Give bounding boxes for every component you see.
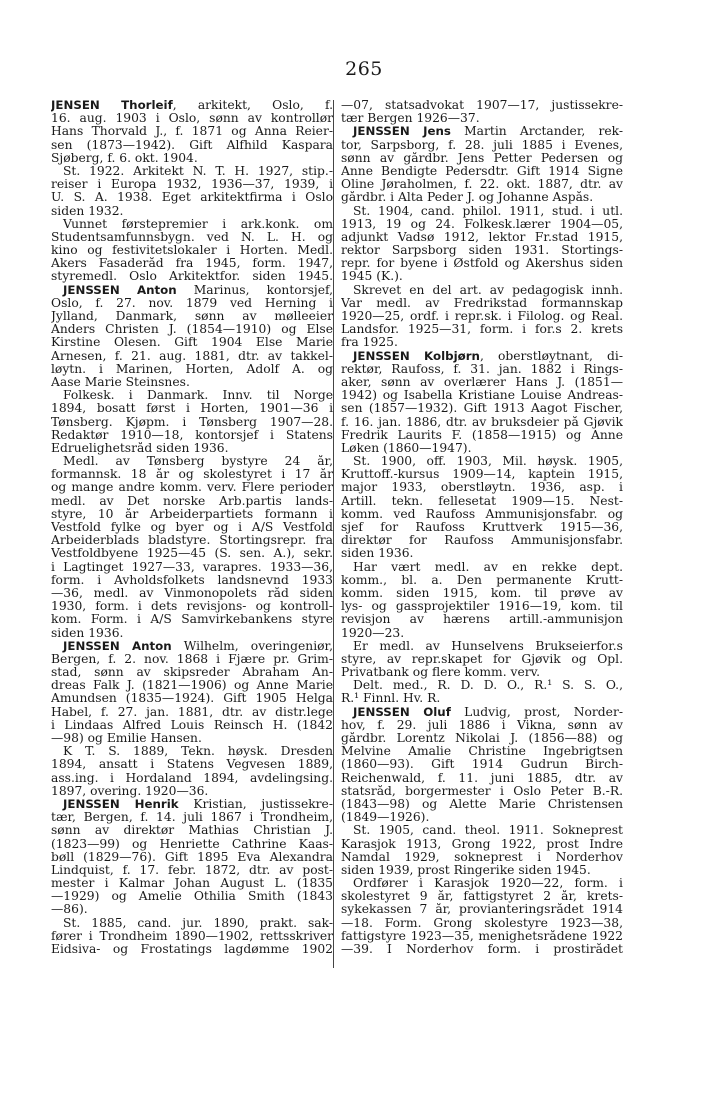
text-line: bøll (1829—76). Gift 1895 Eva Alexandra: [51, 850, 333, 864]
text-line: Habel, f. 27. jan. 1881, dtr. av distr.lege: [51, 705, 333, 719]
text-line: (1843—98) og Alette Marie Christensen: [341, 797, 623, 811]
text-line: adjunkt Vadsø 1912, lektor Fr.stad 1915,: [341, 230, 623, 244]
text-line: fattigstyre 1923—35, menighetsrådene 1922: [341, 929, 623, 943]
text-line: og mange andre komm. verv. Flere perioder: [51, 481, 333, 495]
text-line: lys- og gassprojektiler 1916—19, kom. til: [341, 600, 623, 614]
text-line: i Lindaas Alfred Louis Reinsch H. (1842: [51, 718, 333, 732]
left-column: [51, 99, 333, 956]
text-line: rektor Sarpsborg siden 1931. Stortings-: [341, 244, 623, 258]
text-line: Redaktør 1910—18, kontorsjef i Statens: [51, 428, 333, 442]
text-line: Er medl. av Hunselvens Brukseierfor.s: [353, 639, 623, 653]
text-line: Sjøberg, f. 6. okt. 1904.: [51, 151, 198, 165]
text-line: JENSSEN Anton Marinus, kontorsjef,: [63, 283, 333, 297]
text-line: f. 16. jan. 1886, dtr. av bruksdeier på Gjøvik: [341, 415, 623, 429]
text-line: Namdal 1929, sokneprest i Norderhov: [341, 850, 623, 864]
text-line: 1945 (K.).: [341, 270, 403, 284]
text-line: sjef for Raufoss Kruttverk 1915—36,: [341, 521, 623, 534]
text-line: St. 1900, off. 1903, Mil. høysk. 1905,: [353, 455, 623, 469]
text-line: JENSSEN Oluf Ludvig, prost, Norder-: [353, 705, 623, 719]
text-line: Artill. tekn. fellesetat 1909—15. Nest-: [341, 494, 623, 508]
text-line: Jylland, Danmark, sønn av mølleeier: [51, 310, 333, 323]
text-line: Aase Marie Steinsnes.: [51, 375, 190, 389]
text-line: tær Bergen 1926—37.: [341, 112, 480, 126]
text-line: (1860—93). Gift 1914 Gudrun Birch-: [341, 758, 623, 772]
text-line: medl. av Det norske Arb.partis lands-: [51, 494, 333, 508]
text-line: St. 1905, cand. theol. 1911. Sokneprest: [353, 824, 623, 838]
text-line: siden 1939, prost Ringerike siden 1945.: [341, 863, 591, 877]
text-line: 1920—23.: [341, 626, 405, 640]
text-line: Var medl. av Fredrikstad formannskap: [341, 296, 623, 310]
text-line: 1942) og Isabella Kristiane Louise Andreas-: [341, 389, 623, 403]
text-line: skolestyret 9 år, fattigstyret 2 år, krets-: [341, 890, 623, 904]
text-line: 1920—25, ordf. i repr.sk. i Filolog. og Real.: [341, 310, 623, 323]
text-line: Skrevet en del art. av pedagogisk innh.: [353, 283, 623, 297]
text-line: —98) og Emilie Hansen.: [51, 732, 202, 745]
text-line: Karasjok 1913, Grong 1922, prost Indre: [341, 837, 623, 851]
text-line: gårdbr. i Alta Peder J. og Johanne Aspås.: [341, 191, 594, 205]
text-line: Kirstine Olesen. Gift 1904 Else Marie: [51, 336, 333, 350]
text-line: JENSSEN Henrik Kristian, justissekre-: [63, 797, 333, 811]
text-line: Tønsberg. Kjøpm. i Tønsberg 1907—28.: [51, 415, 333, 429]
text-line: hov, f. 29. juli 1886 i Vikna, sønn av: [341, 718, 623, 732]
entry-name: JENSSEN Henrik: [63, 797, 179, 811]
entry-name: JENSEN Thorleif: [51, 99, 173, 112]
text-line: 1913, 19 og 24. Folkesk.lærer 1904—05,: [341, 217, 623, 231]
text-line: Lindquist, f. 17. febr. 1872, dtr. av post-: [51, 863, 333, 877]
text-line: i Lagtinget 1927—33, varapres. 1933—36,: [51, 560, 333, 574]
text-line: løytn. i Marinen, Horten, Adolf A. og: [51, 362, 333, 376]
text-line: Privatbank og flere komm. verv.: [341, 666, 541, 680]
text-line: sønn av direktør Mathias Christian J.: [51, 824, 333, 838]
entry-name: JENSSEN Oluf: [353, 705, 451, 719]
text-line: Hans Thorvald J., f. 1871 og Anna Reier-: [51, 125, 333, 139]
column-divider: [333, 100, 334, 968]
text-line: Anders Christen J. (1854—1910) og Else: [51, 323, 333, 337]
text-line: Folkesk. i Danmark. Innv. til Norge: [63, 389, 333, 403]
text-line: formannsk. 18 år og skolestyret i 17 år: [51, 468, 333, 482]
entry-name: JENSSEN Jens: [353, 125, 451, 139]
text-line: JENSEN Thorleif, arkitekt, Oslo, f.: [51, 99, 333, 112]
text-line: —86).: [51, 903, 88, 917]
text-line: rektør, Raufoss, f. 31. jan. 1882 i Rings-: [341, 362, 623, 376]
text-line: major 1933, oberstløytn. 1936, asp. i: [341, 481, 623, 495]
text-line: repr. for byene i Østfold og Akershus siden: [341, 257, 623, 271]
text-line: siden 1932.: [51, 204, 124, 218]
text-line: statsråd, borgermester i Oslo Peter B.-R.: [341, 784, 623, 798]
text-line: Kruttoff.-kursus 1909—14, kaptein 1915,: [341, 468, 623, 482]
page-number: 265: [345, 58, 383, 80]
text-line: Edruelighetsråd siden 1936.: [51, 441, 229, 455]
text-line: —39. I Norderhov form. i prostirådet: [341, 943, 623, 956]
text-line: Oslo, f. 27. nov. 1879 ved Herning i: [51, 296, 333, 310]
text-line: stad, sønn av skipsreder Abraham An-: [51, 666, 333, 680]
text-line: mester i Kalmar Johan August L. (1835: [51, 877, 333, 891]
text-line: Arnesen, f. 21. aug. 1881, dtr. av takkel-: [51, 349, 333, 363]
text-line: Studentsamfunnsbygn. ved N. L. H. og: [51, 230, 333, 244]
text-line: 16. aug. 1903 i Oslo, sønn av kontrollør: [51, 112, 333, 126]
text-line: —36, medl. av Vinmonopolets råd siden: [51, 586, 333, 600]
text-line: Oline Jøraholmen, f. 22. okt. 1887, dtr. av: [341, 178, 623, 192]
text-line: Løken (1860—1947).: [341, 441, 472, 455]
text-line: tær, Bergen, f. 14. juli 1867 i Trondheim,: [51, 811, 333, 825]
text-line: Fredrik Laurits F. (1858—1915) og Anne: [341, 428, 623, 442]
text-line: tor, Sarpsborg, f. 28. juli 1885 i Evenes,: [341, 138, 623, 152]
text-line: U. S. A. 1938. Eget arkitektfirma i Oslo: [51, 191, 333, 205]
text-line: dreas Falk J. (1821—1906) og Anne Marie: [51, 679, 333, 693]
text-line: —18. Form. Grong skolestyre 1923—38,: [341, 916, 623, 930]
text-line: Arbeiderblads bladstyre. Stortingsrepr. fra: [51, 534, 333, 548]
text-line: St. 1904, cand. philol. 1911, stud. i utl.: [353, 204, 623, 218]
text-line: St. 1922. Arkitekt N. T. H. 1927, stip.-: [63, 164, 333, 178]
text-line: styre, 10 år Arbeiderpartiets formann i: [51, 507, 333, 521]
text-line: fører i Trondheim 1890—1902, rettsskriver: [51, 929, 333, 943]
text-line: gårdbr. Lorentz Nikolai J. (1856—88) og: [341, 732, 623, 745]
text-line: Amundsen (1835—1924). Gift 1905 Helga: [51, 692, 333, 706]
text-line: form. i Avholdsfolkets landsnevnd 1933: [51, 573, 333, 587]
text-line: Landsfor. 1925—31, form. i for.s 2. krets: [341, 323, 623, 337]
text-line: 1894, bosatt først i Horten, 1901—36 i: [51, 402, 333, 416]
text-line: Akers Fasaderåd fra 1945, form. 1947,: [51, 257, 333, 271]
text-line: direktør for Raufoss Ammunisjonsfabr.: [341, 534, 623, 548]
text-line: (1849—1926).: [341, 811, 430, 825]
text-line: JENSSEN Jens Martin Arctander, rek-: [353, 125, 623, 139]
text-line: kino og festivitetslokaler i Horten. Medl.: [51, 244, 333, 258]
text-line: komm. ved Raufoss Ammunisjonsfabr. og: [341, 507, 623, 521]
text-line: JENSSEN Anton Wilhelm, overingeniør,: [63, 639, 333, 653]
text-line: reiser i Europa 1932, 1936—37, 1939, i: [51, 178, 333, 192]
text-line: styre, av repr.skapet for Gjøvik og Opl.: [341, 652, 623, 666]
text-line: sønn av gårdbr. Jens Petter Pedersen og: [341, 151, 623, 165]
text-line: styremedl. Oslo Arkitektfor. siden 1945.: [51, 270, 333, 284]
text-line: Ordfører i Karasjok 1920—22, form. i: [353, 877, 623, 891]
entry-name: JENSSEN Anton: [63, 283, 177, 297]
text-line: siden 1936.: [341, 547, 414, 561]
text-line: sen (1873—1942). Gift Alfhild Kaspara: [51, 138, 333, 152]
entry-name: JENSSEN Kolbjørn: [353, 349, 480, 363]
text-line: K T. S. 1889, Tekn. høysk. Dresden: [63, 745, 333, 759]
text-line: Reichenwald, f. 11. juni 1885, dtr. av: [341, 771, 623, 785]
text-line: aker, sønn av overlærer Hans J. (1851—: [341, 375, 623, 389]
text-line: 1897, overing. 1920—36.: [51, 784, 209, 798]
text-line: fra 1925.: [341, 336, 398, 350]
text-line: —07, statsadvokat 1907—17, justissekre-: [341, 99, 623, 112]
text-line: kom. Form. i A/S Samvirkebankens styre: [51, 613, 333, 627]
text-line: sen (1857—1932). Gift 1913 Aagot Fischer,: [341, 402, 623, 416]
text-line: ass.ing. i Hordaland 1894, avdelingsing.: [51, 771, 333, 785]
text-line: komm., bl. a. Den permanente Krutt-: [341, 573, 623, 587]
text-line: Har vært medl. av en rekke dept.: [353, 560, 623, 574]
entry-name: JENSSEN Anton: [63, 639, 172, 653]
text-line: revisjon av hærens artill.-ammunisjon: [341, 613, 623, 627]
text-line: Medl. av Tønsberg bystyre 24 år,: [63, 455, 333, 469]
text-line: komm. siden 1915, kom. til prøve av: [341, 586, 623, 600]
text-line: Vestfold fylke og byer og i A/S Vestfold: [51, 521, 333, 534]
text-line: —1929) og Amelie Othilia Smith (1843: [51, 890, 333, 904]
text-line: Eidsiva- og Frostatings lagdømme 1902: [51, 943, 333, 956]
text-line: St. 1885, cand. jur. 1890, prakt. sak-: [63, 916, 333, 930]
text-line: sykekassen 7 år, provianteringsrådet 1914: [341, 903, 623, 917]
text-line: R.¹ Finnl. Hv. R.: [341, 692, 441, 706]
text-line: siden 1936.: [51, 626, 124, 640]
text-line: JENSSEN Kolbjørn, oberstløytnant, di-: [353, 349, 623, 363]
text-line: 1930, form. i dets revisjons- og kontroll-: [51, 600, 333, 614]
right-column: [341, 99, 623, 956]
text-line: Delt. med., R. D. D. O., R.¹ S. S. O.,: [353, 679, 623, 693]
text-line: Anne Bendigte Pedersdtr. Gift 1914 Signe: [341, 164, 623, 178]
text-line: Vestfoldbyene 1925—45 (S. sen. A.), sekr.: [51, 547, 333, 561]
text-line: Vunnet førstepremier i ark.konk. om: [63, 217, 333, 231]
text-line: (1823—99) og Henriette Cathrine Kaas-: [51, 837, 333, 851]
text-line: Bergen, f. 2. nov. 1868 i Fjære pr. Grim-: [51, 652, 333, 666]
text-line: 1894, ansatt i Statens Vegvesen 1889,: [51, 758, 333, 772]
text-line: Melvine Amalie Christine Ingebrigtsen: [341, 745, 623, 759]
